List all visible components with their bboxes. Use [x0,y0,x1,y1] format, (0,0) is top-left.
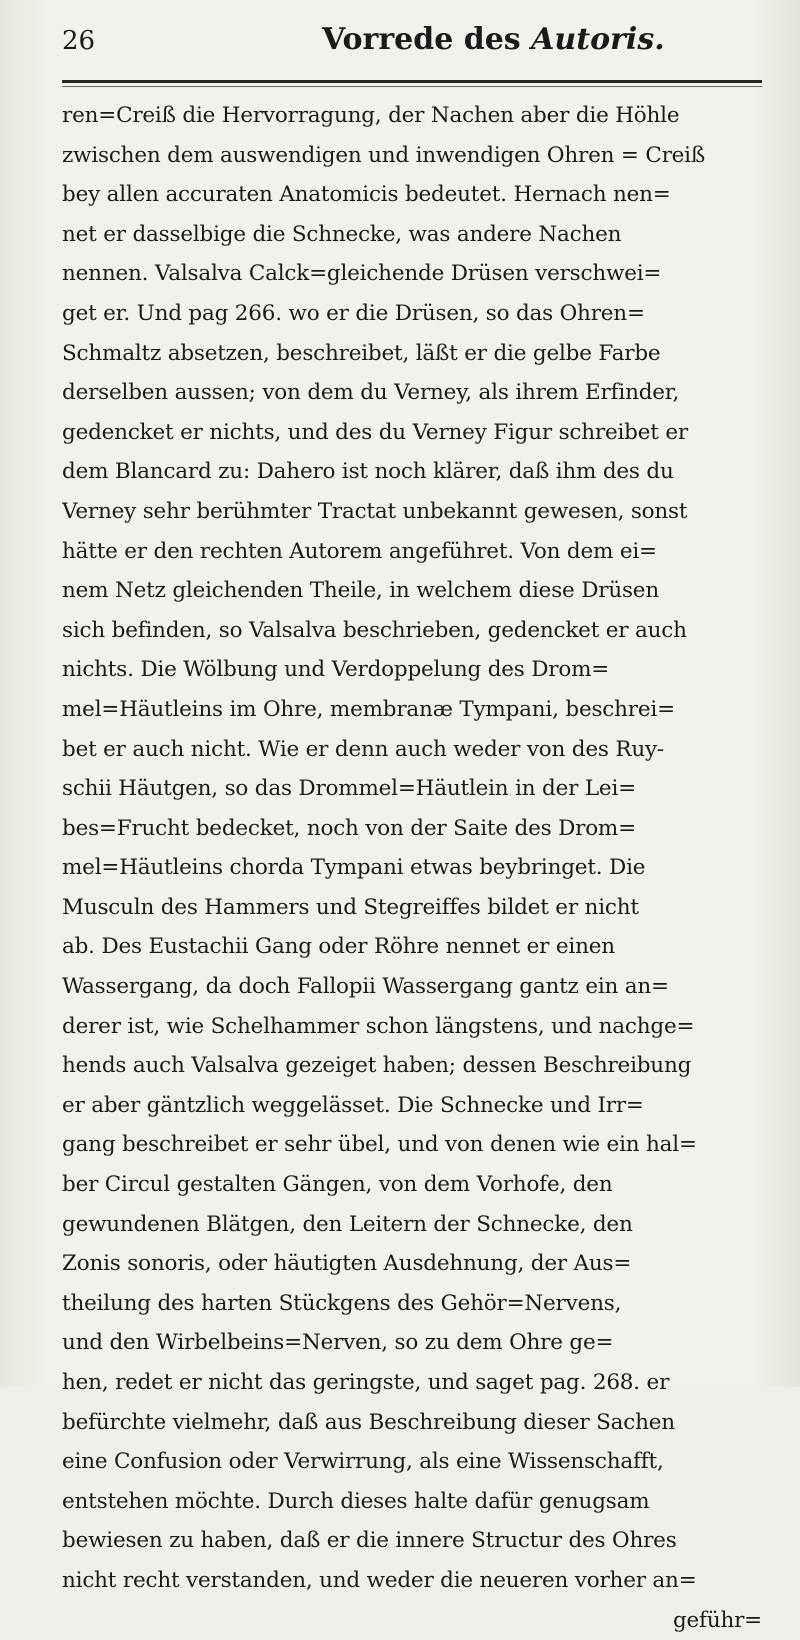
text-line: sich befinden, so Valsalva beschrieben, gedencket er auch [62,617,687,643]
text-line: net er dasselbige die Schnecke, was andere Nachen [62,221,622,247]
running-title [322,22,665,57]
text-line: ren=Creiß die Hervorragung, der Nachen aber die Höhle [62,103,680,128]
text-line: bes=Frucht bedecket, noch von der Saite des Drom= [62,815,636,841]
text-line: Musculn des Hammers und Stegreiffes bildet er nicht [62,894,639,920]
text-line: befürchte vielmehr, daß aus Beschreibung dieser Sachen [62,1409,675,1435]
text-line: zwischen dem auswendigen und inwendigen Ohren = Creiß [62,142,706,168]
text-line: mel=Häutleins im Ohre, membranæ Tympani, beschrei= [62,696,675,722]
text-line: dem Blancard zu: Dahero ist noch klärer, daß ihm des du [62,459,674,485]
text-line: nichts. Die Wölbung und Verdoppelung des Drom= [62,657,610,683]
text-line: nennen. Valsalva Calck=gleichende Drüsen verschwei= [62,261,662,287]
page-number: 26 [62,26,96,56]
text-line: Wassergang, da doch Fallopii Wassergang gantz ein an= [62,974,669,1000]
header-rule-thin [62,86,762,87]
running-title-main: Vorrede des [322,22,521,57]
text-line: ab. Des Eustachii Gang oder Röhre nennet er einen [62,934,615,960]
text-line: und den Wirbelbeins=Nerven, so zu dem Ohre ge= [62,1330,614,1356]
text-line: hends auch Valsalva gezeiget haben; dessen Beschreibung [62,1053,692,1079]
page-header [62,22,762,66]
running-title-italic: Autoris. [531,22,665,57]
text-line: gedencket er nichts, und des du Verney Figur schreibet er [62,419,688,445]
text-line: er aber gäntzlich weggelässet. Die Schnecke und Irr= [62,1092,644,1118]
text-line: ber Circul gestalten Gängen, von dem Vorhofe, den [62,1172,613,1198]
text-line: theilung des harten Stückgens des Gehör=Nervens, [62,1290,622,1316]
text-line: Schmaltz absetzen, beschreibet, läßt er die gelbe Farbe [62,340,661,366]
text-line: gewundenen Blätgen, den Leitern der Schnecke, den [62,1211,633,1237]
catchword: geführ= [672,1607,762,1633]
text-line: get er. Und pag 266. wo er die Drüsen, so das Ohren= [62,300,645,326]
text-line: nicht recht verstanden, und weder die neueren vorher an= [62,1567,697,1593]
text-line: bey allen accuraten Anatomicis bedeutet. Hernach nen= [62,182,671,208]
text-line: Zonis sonoris, oder häutigten Ausdehnung, der Aus= [62,1251,632,1277]
text-line: gang beschreibet er sehr übel, und von denen wie ein hal= [62,1132,697,1158]
text-line: entstehen möchte. Durch dieses halte dafür genugsam [62,1488,650,1514]
text-line: derselben aussen; von dem du Verney, als ihrem Erfinder, [62,380,680,406]
text-line: derer ist, wie Schelhammer schon längstens, und nachge= [62,1013,695,1039]
text-line: bet er auch nicht. Wie er denn auch weder von des Ruy- [62,736,664,762]
text-line: eine Confusion oder Verwirrung, als eine Wissenschafft, [62,1449,664,1475]
text-line: schii Häutgen, so das Drommel=Häutlein in der Lei= [62,776,636,802]
text-line: mel=Häutleins chorda Tympani etwas beybringet. Die [62,855,646,881]
text-line: hen, redet er nicht das geringste, und saget pag. 268. er [62,1370,670,1395]
text-line: Verney sehr berühmter Tractat unbekannt gewesen, sonst [62,498,688,524]
header-rule [62,80,762,83]
text-line: bewiesen zu haben, daß er die innere Structur des Ohres [62,1528,677,1554]
text-line: hätte er den rechten Autorem angeführet. Von dem ei= [62,538,657,564]
body-text [62,96,782,1640]
text-line: nem Netz gleichenden Theile, in welchem diese Drüsen [62,578,659,604]
